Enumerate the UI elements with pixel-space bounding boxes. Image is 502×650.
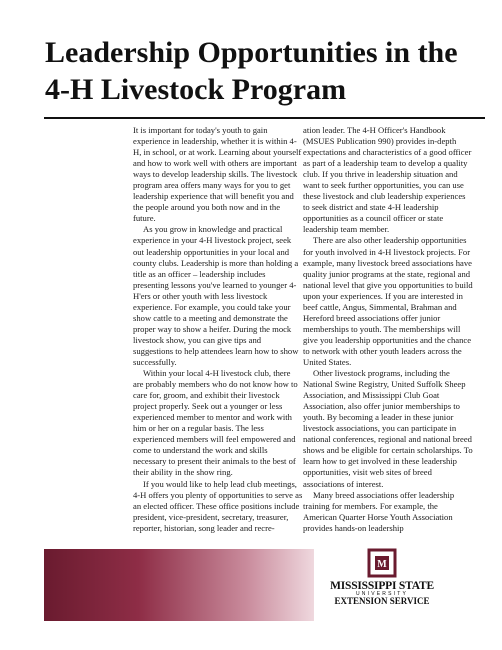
maroon-banner [44,549,314,621]
paragraph: If you would like to help lead club meetings, 4-H offers you plenty of opportunities to serve as an elected officer. These office positions include president, vice-president, secretary, treasurer, reporter, historian, song leader and recre- [133,478,303,533]
paragraph: Other livestock programs, including the National Swine Registry, United Suffolk Sheep Association, and Mississippi Club Goat Association, also offer junior memberships to youth. By becoming a leader in these junior livestock associations, you can participate in national conferences, regional and national breed shows and be eligible for certain scholarships. To learn how to get involved in these leadership opportunities, visit web sites of breed associations of interest. [303,368,473,489]
paragraph: There are also other leadership opportunities for youth involved in 4-H livestock projects. For example, many livestock breed associations have quality junior programs at the state, regional and national level that give you opportunities to build upon your experiences. If you are interested in beef cattle, Angus, Simmental, Brahman and Hereford breed associations offer junior memberships to youth. The memberships will give you leadership opportunities and the chance to network with other youth leaders across the United States. [303,235,473,367]
page-title: Leadership Opportunities in the 4-H Livestock Program [45,36,458,106]
body-column-left [133,125,303,534]
logo-line-extension: EXTENSION SERVICE [334,596,430,606]
logo-line-sub: UNIVERSITY [355,591,408,597]
title-divider [44,117,485,119]
logo-line-university: MISSISSIPPI STATE [330,580,434,592]
paragraph: ation leader. The 4-H Officer's Handbook (MSUES Publication 990) provides in-depth expectations and characteristics of a good officer as part of a leadership team to develop a quality club. If you thrive in leadership situation and want to seek further opportunities, you can use these livestock and club leadership experiences to seek district and state 4-H leadership opportunities as a council officer or state leadership team member. [303,125,472,235]
paragraph: It is important for today's youth to gain experience in leadership, whether it is within 4-H, in school, or at work. Learning about yourself and how to work well with others are important ways to develop leadership skills. The livestock program area offers many ways for you to get leadership experience that will benefit you and the people around you both now and in the future. [133,125,302,224]
paragraph: As you grow in knowledge and practical experience in your 4-H livestock project, seek out leadership opportunities in your local and county clubs. Leadership is more than holding a title as an officer – leadership includes presenting lessons you've learned to younger 4-H'ers or other youth with less livestock experience. For example, you could take your show cattle to a meeting and demonstrate the proper way to show a heifer. During the mock livestock show, you can give tips and suggestions to help attendees learn how to show successfully. [133,224,299,367]
svg-text:M: M [377,559,387,570]
msu-logo-icon [367,548,397,578]
paragraph: Within your local 4-H livestock club, there are probably members who do not know how to care for, groom, and exhibit their livestock project properly. Seek out a younger or less experienced member to mentor and work with him or her on a regular basis. The less experienced members will feel empowered and come to understand the work and skills necessary to present their animals to the best of their ability in the show ring. [133,368,298,478]
body-column-right [303,125,473,534]
msu-extension-logo [322,548,442,628]
paragraph: Many breed associations offer leadership training for members. For example, the American Quarter Horse Youth Association provides hands-on leadership [303,489,455,533]
